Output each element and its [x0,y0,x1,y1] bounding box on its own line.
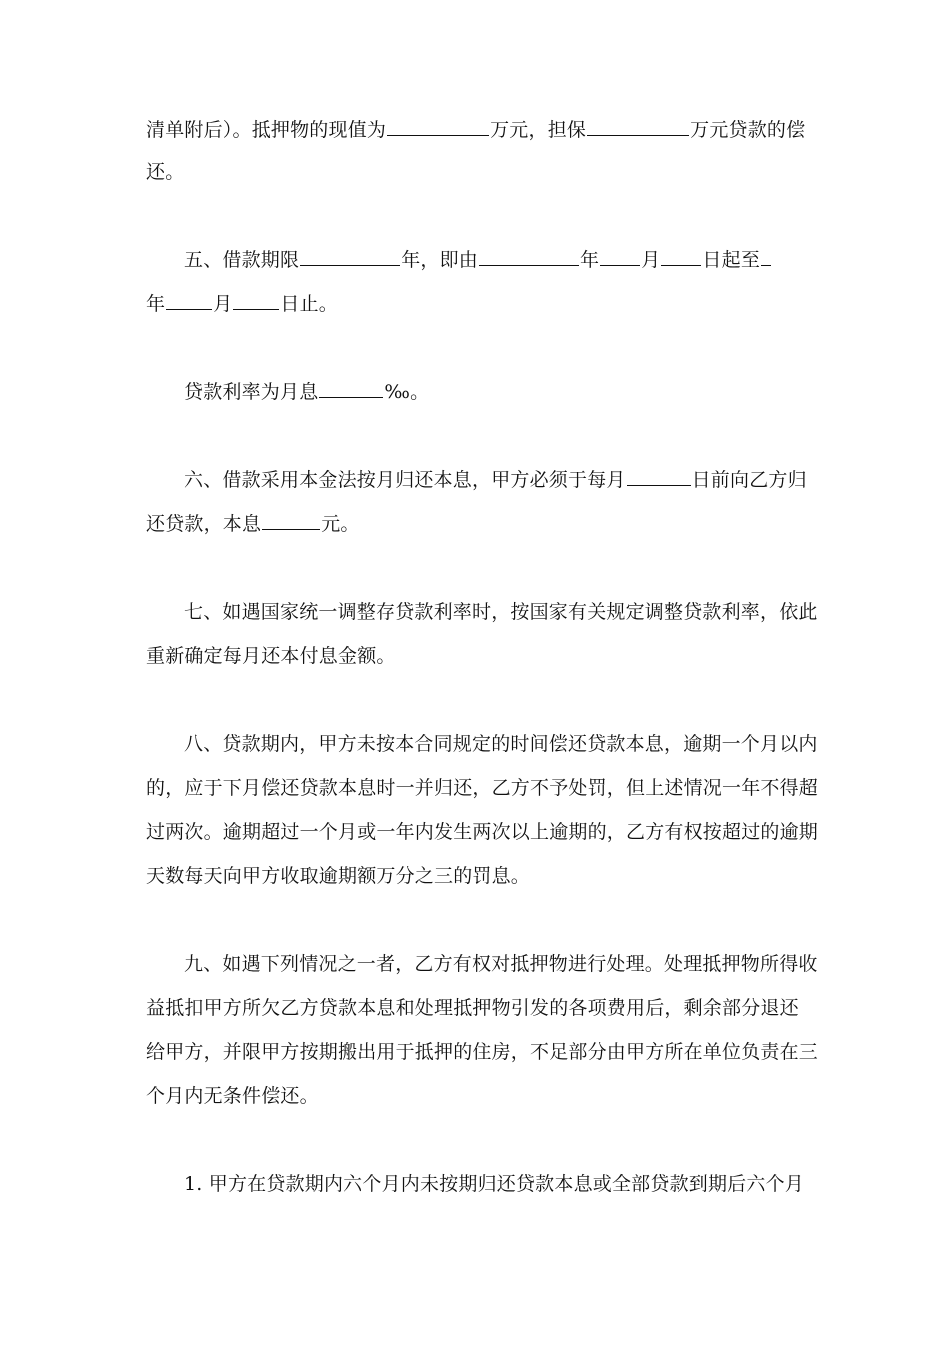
text-segment: 日起至 [702,249,761,271]
interest-rate-line [184,378,429,406]
text-segment: 年 [146,293,166,315]
paragraph-line: 重新确定每月还本付息金额。 [146,645,396,667]
blank-field[interactable] [387,117,489,136]
repayment-line-2 [146,510,360,538]
text-segment: 年，即由 [401,249,479,271]
blank-field[interactable] [587,117,689,136]
text-segment: 还贷款，本息 [146,513,262,535]
blank-field[interactable] [479,247,579,266]
text-segment: 五、借款期限 [184,249,300,271]
paragraph-line [146,158,184,186]
paragraph-line: 给甲方，并限甲方按期搬出用于抵押的住房，不足部分由甲方所在单位负责在三 [146,1041,819,1063]
blank-field[interactable] [600,247,640,266]
paragraph-line: 八、贷款期内，甲方未按本合同规定的时间偿还贷款本息，逾期一个月以内 [184,733,818,755]
paragraph-line: 天数每天向甲方收取逾期额万分之三的罚息。 [146,865,531,887]
text-segment: 月 [213,293,233,315]
loan-term-line-2 [146,290,338,318]
blank-field[interactable] [627,467,691,486]
blank-field[interactable] [661,247,701,266]
text-segment: 六、借款采用本金法按月归还本息，甲方必须于每月 [184,469,626,491]
blank-field[interactable] [300,247,400,266]
text-segment: 元。 [321,513,360,535]
text-segment: 日止。 [280,293,339,315]
text-segment: 清单附后）。抵押物的现值为 [146,119,387,141]
paragraph-line: 七、如遇国家统一调整存贷款利率时，按国家有关规定调整贷款利率，依此 [184,601,818,623]
paragraph-line: 九、如遇下列情况之一者，乙方有权对抵押物进行处理。处理抵押物所得收 [184,953,818,975]
paragraph-line: 的，应于下月偿还贷款本息时一并归还，乙方不予处罚，但上述情况一年不得超 [146,777,819,799]
paragraph-line: 个月内无条件偿还。 [146,1085,319,1107]
text-segment: 万元，担保 [490,119,587,141]
loan-term-line [184,246,772,274]
text-segment: 还。 [146,161,185,183]
text-segment: ‰。 [384,381,430,403]
text-segment: 贷款利率为月息 [184,381,319,403]
text-segment: 日前向乙方归 [691,469,807,491]
paragraph-line: 1. 甲方在贷款期内六个月内未按期归还贷款本息或全部贷款到期后六个月 [184,1173,804,1195]
text-segment: 年 [580,249,600,271]
text-segment: 万元贷款的偿 [690,119,806,141]
paragraph-line: 过两次。逾期超过一个月或一年内发生两次以上逾期的，乙方有权按超过的逾期 [146,821,819,843]
blank-field[interactable] [262,511,320,530]
paragraph-line: 益抵扣甲方所欠乙方贷款本息和处理抵押物引发的各项费用后，剩余部分退还 [146,997,799,1019]
blank-field[interactable] [761,247,771,266]
blank-field[interactable] [319,379,383,398]
collateral-value-line [146,116,805,144]
repayment-line [184,466,807,494]
blank-field[interactable] [166,291,212,310]
text-segment: 月 [641,249,661,271]
blank-field[interactable] [233,291,279,310]
